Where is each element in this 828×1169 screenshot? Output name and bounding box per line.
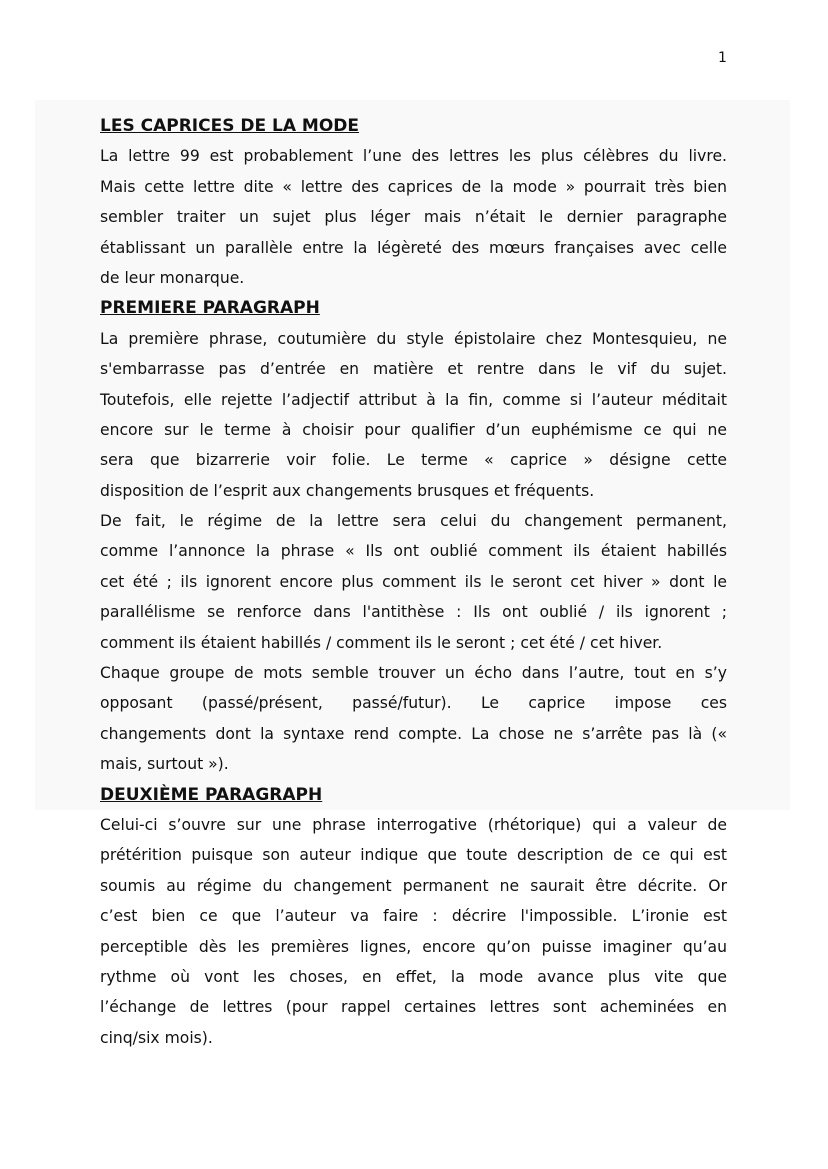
text-line: changements dont la syntaxe rend compte. La chose ne s’arrête pas là («	[100, 724, 727, 743]
text-line: parallélisme se renforce dans l'antithèse : Ils ont oublié / ils ignorent ;	[100, 603, 727, 622]
text-line: sembler traiter un sujet plus léger mais n’était le dernier paragraphe	[100, 208, 727, 227]
page-number: 1	[718, 50, 727, 66]
text-line: encore sur le terme à choisir pour qualifier d’un euphémisme ce qui ne	[100, 420, 727, 439]
section-heading: PREMIERE PARAGRAPH	[100, 298, 320, 319]
text-line: sera que bizarrerie voir folie. Le terme « caprice » désigne cette	[100, 451, 727, 470]
text-line: prétérition puisque son auteur indique que toute description de ce qui est	[100, 846, 727, 865]
text-line: perceptible dès les premières lignes, encore qu’on puisse imaginer qu’au	[100, 937, 727, 956]
text-line: mais, surtout »).	[100, 755, 229, 774]
text-line: La première phrase, coutumière du style épistolaire chez Montesquieu, ne	[100, 329, 727, 348]
text-line: comment ils étaient habillés / comment ils le seront ; cet été / cet hiver.	[100, 633, 663, 652]
section-heading: LES CAPRICES DE LA MODE	[100, 116, 360, 136]
document-body	[100, 111, 727, 1053]
text-line: La lettre 99 est probablement l’une des lettres les plus célèbres du livre.	[100, 147, 727, 166]
text-line: opposant (passé/présent, passé/futur). Le caprice impose ces	[100, 694, 727, 713]
section-heading: DEUXIÈME PARAGRAPH	[100, 784, 323, 805]
text-line: cinq/six mois).	[100, 1028, 213, 1047]
text-line: cet été ; ils ignorent encore plus comment ils le seront cet hiver » dont le	[100, 572, 727, 591]
text-line: comme l’annonce la phrase « Ils ont oublié comment ils étaient habillés	[100, 542, 727, 561]
text-line: de leur monarque.	[100, 268, 245, 287]
text-line: l’échange de lettres (pour rappel certaines lettres sont acheminées en	[100, 998, 727, 1017]
text-line: De fait, le régime de la lettre sera celui du changement permanent,	[100, 512, 727, 531]
text-line: rythme où vont les choses, en effet, la mode avance plus vite que	[100, 967, 727, 986]
text-line: Chaque groupe de mots semble trouver un écho dans l’autre, tout en s’y	[100, 664, 727, 683]
text-line: Celui-ci s’ouvre sur une phrase interrogative (rhétorique) qui a valeur de	[100, 815, 727, 834]
text-line: soumis au régime du changement permanent ne saurait être décrite. Or	[100, 876, 727, 895]
text-line: Mais cette lettre dite « lettre des caprices de la mode » pourrait très bien	[100, 177, 727, 196]
text-line: s'embarrasse pas d’entrée en matière et rentre dans le vif du sujet.	[100, 360, 727, 379]
text-line: Toutefois, elle rejette l’adjectif attribut à la fin, comme si l’auteur méditait	[100, 390, 727, 409]
text-line: établissant un parallèle entre la légèreté des mœurs françaises avec celle	[100, 238, 727, 257]
text-line: c’est bien ce que l’auteur va faire : décrire l'impossible. L’ironie est	[100, 907, 727, 926]
text-line: disposition de l’esprit aux changements brusques et fréquents.	[100, 481, 595, 500]
